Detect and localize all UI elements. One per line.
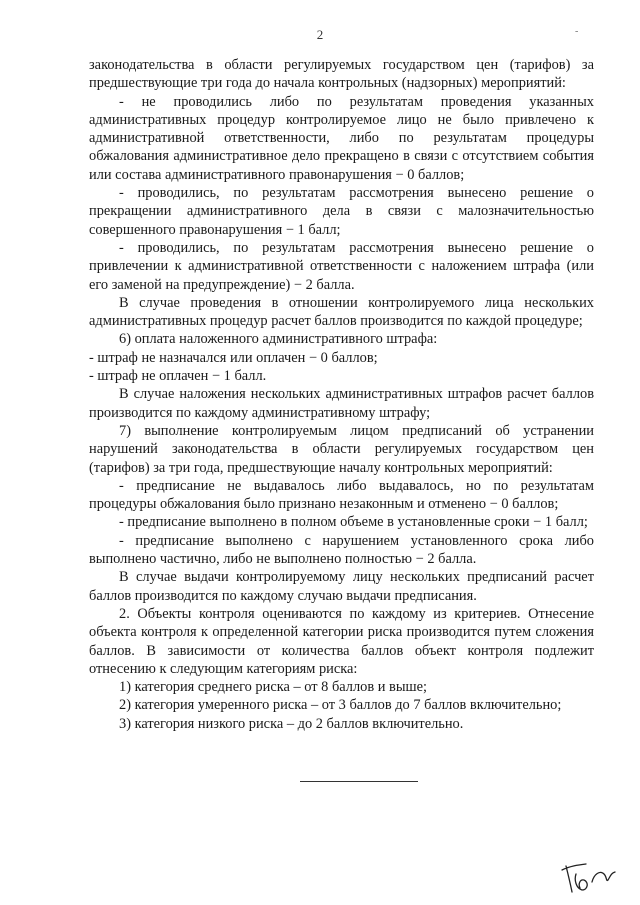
paragraph: - предписание выполнено в полном объеме в установленные сроки − 1 балл; [119, 514, 588, 531]
end-rule [300, 781, 418, 782]
paragraph: - штраф не назначался или оплачен − 0 баллов; [89, 349, 378, 366]
corner-mark: - [575, 26, 579, 37]
paragraph: В случае наложения нескольких административных штрафов расчет баллов производится по каждому административному штрафу; [89, 386, 594, 421]
document-body [89, 56, 594, 733]
paragraph: 6) оплата наложенного административного штрафа: [119, 331, 438, 348]
paragraph: 2) категория умеренного риска – от 3 баллов до 7 баллов включительно; [119, 697, 562, 714]
paragraph: - не проводились либо по результатам проведения указанных административных процедур контролируемое лицо не было привлечено к административной ответственности, либо по результатам процедуры обжалования административное дело прекращено в связи с отсутствием события или состава административного правонарушения − 0 баллов; [89, 93, 594, 183]
paragraph: В случае выдачи контролируемому лицу нескольких предписаний расчет баллов производится по каждому случаю выдачи предписания. [89, 569, 594, 604]
paragraph: - предписание выполнено с нарушением установленного срока либо выполнено частично, либо не выполнено полностью − 2 балла. [89, 532, 594, 568]
paragraph: - штраф не оплачен − 1 балл. [89, 368, 267, 385]
paragraph: В случае проведения в отношении контролируемого лица нескольких административных процедур расчет баллов производится по каждой процедуре; [89, 294, 594, 330]
paragraph: 3) категория низкого риска – до 2 баллов включительно. [119, 715, 464, 732]
paragraph: 1) категория среднего риска – от 8 баллов и выше; [119, 679, 427, 696]
page-number: 2 [316, 27, 324, 42]
paragraph: - проводились, по результатам рассмотрения вынесено решение о привлечении к административной ответственности с наложением штрафа (или его заменой на предупреждение) − 2 балла. [89, 239, 594, 293]
paragraph: - проводились, по результатам рассмотрения вынесено решение о прекращении административного дела в связи с малозначительностью совершенного правонарушения − 1 балл; [89, 185, 594, 238]
paragraph: 2. Объекты контроля оцениваются по каждому из критериев. Отнесение объекта контроля к определенной категории риска производится путем сложения баллов. В зависимости от количества баллов объект контроля подлежит отнесению к следующим категориям риска: [89, 605, 594, 677]
paragraph: 7) выполнение контролируемым лицом предписаний об устранении нарушений законодательства в области регулируемых государством цен (тарифов) за три года, предшествующие началу контрольных мероприятий: [89, 422, 594, 476]
paragraph: - предписание не выдавалось либо выдавалось, но по результатам процедуры обжалования было признано незаконным и отменено − 0 баллов; [89, 477, 594, 513]
paragraph: законодательства в области регулируемых государством цен (тарифов) за предшествующие три года до начала контрольных (надзорных) мероприятий: [89, 57, 594, 92]
signature-mark [558, 852, 620, 896]
